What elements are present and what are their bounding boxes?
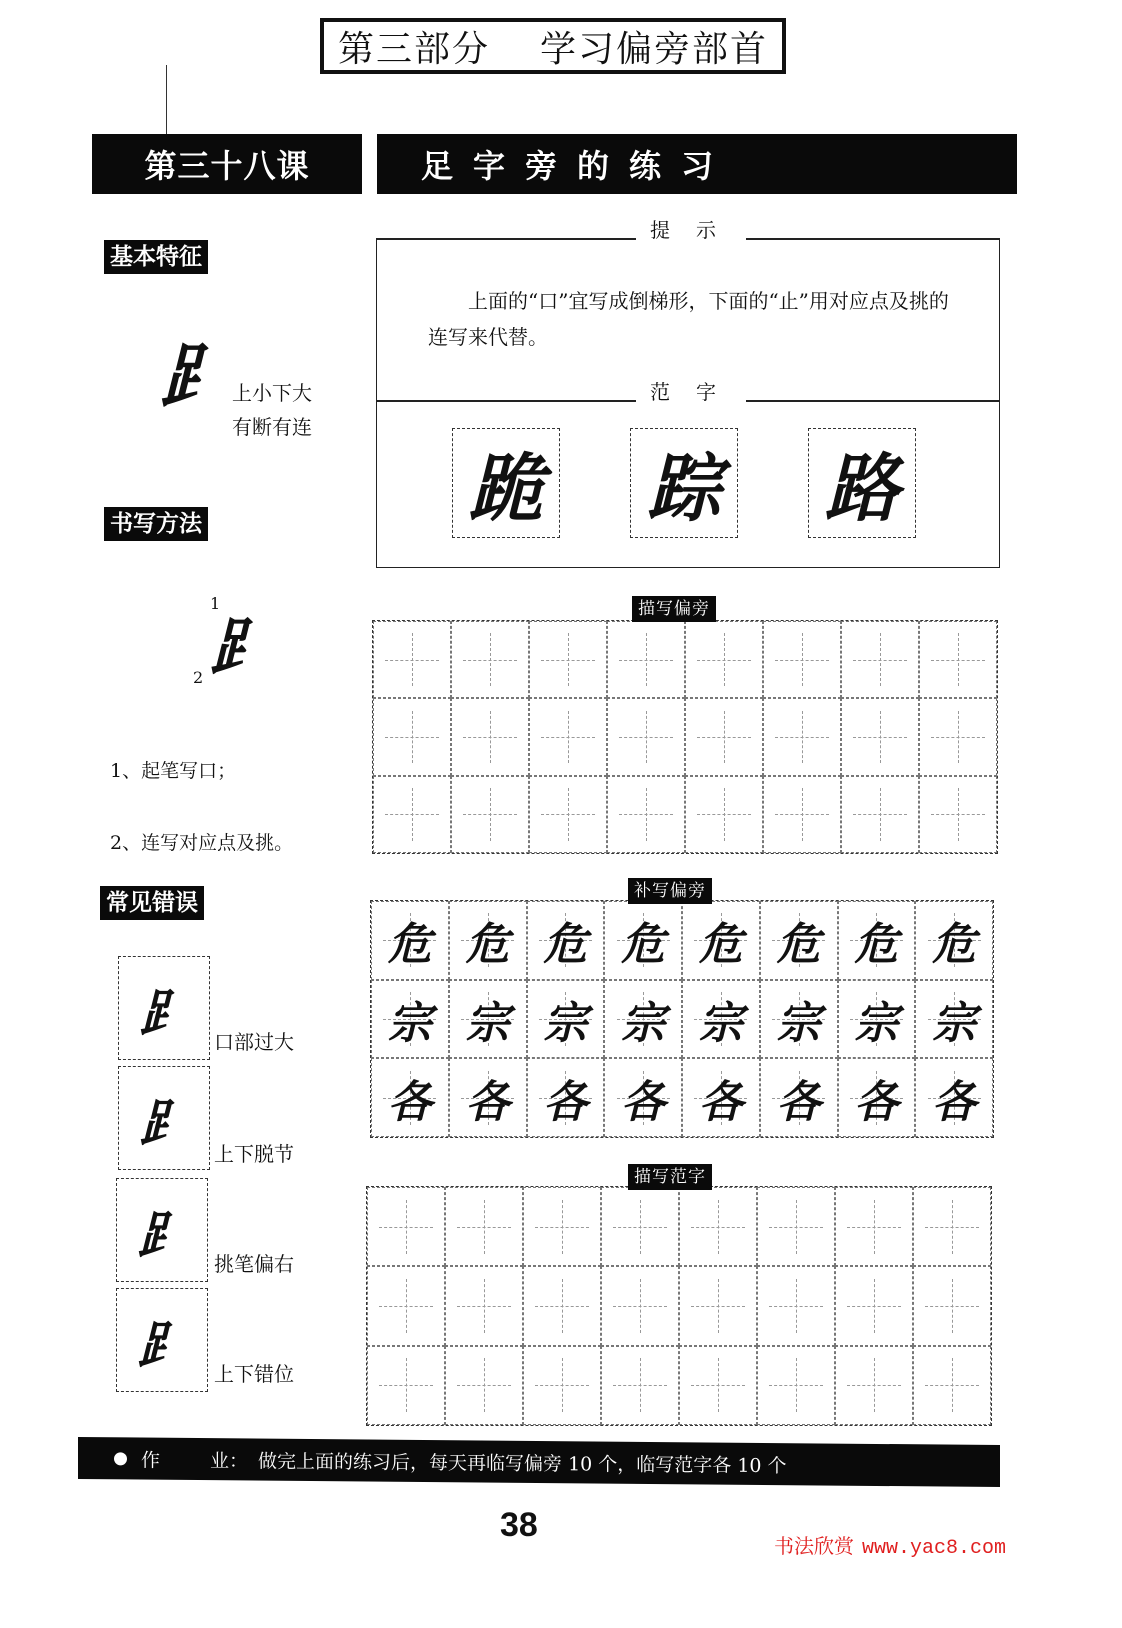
stroke-number-2: 2 bbox=[193, 668, 204, 687]
grid-cell[interactable] bbox=[451, 698, 529, 775]
grid-cell[interactable] bbox=[445, 1346, 523, 1425]
grid-cell[interactable]: 宗 bbox=[915, 980, 993, 1059]
error-label: 上下错位 bbox=[214, 1362, 294, 1386]
grid-cell[interactable]: 各 bbox=[682, 1058, 760, 1137]
part-number: 第三部分 bbox=[337, 28, 490, 70]
model-char: 跪 bbox=[452, 428, 560, 538]
grid-cell[interactable] bbox=[451, 621, 529, 698]
method-step: 1、起笔写口； bbox=[110, 760, 237, 782]
lesson-number: 第三十八课 bbox=[92, 134, 362, 194]
stroke-number-1: 1 bbox=[210, 594, 221, 613]
grid-cell[interactable] bbox=[445, 1187, 523, 1266]
hint-heading: 提示 bbox=[636, 214, 746, 243]
error-example: ⻊ bbox=[118, 1066, 210, 1170]
feature-note: 有断有连 bbox=[232, 415, 312, 439]
error-example: ⻊ bbox=[116, 1178, 208, 1282]
grid-cell[interactable]: 各 bbox=[371, 1058, 449, 1137]
feature-radical: ⻊ bbox=[158, 333, 231, 418]
grid-cell[interactable] bbox=[373, 776, 451, 853]
grid-cell[interactable]: 危 bbox=[371, 901, 449, 980]
grid-cell[interactable] bbox=[919, 776, 997, 853]
tag-errors: 常见错误 bbox=[100, 886, 204, 920]
grid-cell[interactable]: 危 bbox=[838, 901, 916, 980]
grid-cell[interactable] bbox=[685, 621, 763, 698]
method-radical: ⻊ bbox=[208, 610, 272, 685]
grid-cell[interactable] bbox=[529, 621, 607, 698]
grid-cell[interactable] bbox=[607, 698, 685, 775]
grid-cell[interactable] bbox=[679, 1266, 757, 1345]
trace-models-grid[interactable] bbox=[366, 1186, 992, 1426]
grid-cell[interactable] bbox=[835, 1266, 913, 1345]
grid-cell[interactable] bbox=[841, 698, 919, 775]
page-number: 38 bbox=[500, 1506, 538, 1544]
grid-cell[interactable] bbox=[757, 1346, 835, 1425]
grid-cell[interactable] bbox=[679, 1346, 757, 1425]
method-step: 2、连写对应点及挑。 bbox=[110, 832, 294, 854]
part-title bbox=[320, 18, 786, 74]
lesson-title: 足字旁的练习 bbox=[377, 134, 1017, 194]
grid-cell[interactable]: 各 bbox=[838, 1058, 916, 1137]
grid-cell[interactable] bbox=[373, 698, 451, 775]
error-label: 上下脱节 bbox=[214, 1142, 294, 1166]
grid-cell[interactable]: 各 bbox=[760, 1058, 838, 1137]
grid-cell[interactable]: 危 bbox=[527, 901, 605, 980]
grid-cell[interactable] bbox=[451, 776, 529, 853]
grid-cell[interactable] bbox=[373, 621, 451, 698]
grid-cell[interactable]: 宗 bbox=[838, 980, 916, 1059]
grid-cell[interactable] bbox=[685, 698, 763, 775]
grid-cell[interactable] bbox=[913, 1346, 991, 1425]
grid-cell[interactable] bbox=[445, 1266, 523, 1345]
homework-label-2: 业： bbox=[210, 1449, 249, 1472]
homework-label-1: 作 bbox=[141, 1449, 161, 1472]
grid-cell[interactable]: 宗 bbox=[449, 980, 527, 1059]
grid-cell[interactable] bbox=[523, 1346, 601, 1425]
grid-cell[interactable] bbox=[919, 621, 997, 698]
grid-cell[interactable] bbox=[763, 698, 841, 775]
models-heading: 范字 bbox=[636, 376, 746, 405]
grid-cell[interactable]: 宗 bbox=[371, 980, 449, 1059]
hint-text: 上面的“口”宜写成倒梯形，下面的“止”用对应点及挑的连写来代替。 bbox=[428, 289, 949, 349]
grid-cell[interactable]: 危 bbox=[449, 901, 527, 980]
grid-cell[interactable] bbox=[757, 1187, 835, 1266]
trace-radical-grid[interactable] bbox=[372, 620, 998, 854]
grid-cell[interactable]: 危 bbox=[760, 901, 838, 980]
grid-cell[interactable] bbox=[529, 776, 607, 853]
grid-cell[interactable]: 各 bbox=[915, 1058, 993, 1137]
grid-cell[interactable] bbox=[685, 776, 763, 853]
grid-cell[interactable]: 危 bbox=[604, 901, 682, 980]
watermark-text: 书法欣赏 bbox=[774, 1534, 854, 1558]
grid-cell[interactable]: 宗 bbox=[760, 980, 838, 1059]
grid-cell[interactable] bbox=[367, 1266, 445, 1345]
grid-cell[interactable] bbox=[763, 776, 841, 853]
error-label: 挑笔偏右 bbox=[214, 1252, 294, 1276]
grid-cell[interactable]: 宗 bbox=[604, 980, 682, 1059]
grid-cell[interactable] bbox=[835, 1346, 913, 1425]
watermark-url[interactable]: www.yac8.com bbox=[862, 1537, 1007, 1560]
grid-cell[interactable] bbox=[607, 776, 685, 853]
model-char: 路 bbox=[808, 428, 916, 538]
homework-text: 做完上面的练习后，每天再临写偏旁 10 个，临写范字各 10 个 bbox=[258, 1450, 787, 1477]
grid-cell[interactable] bbox=[367, 1187, 445, 1266]
grid-cell[interactable]: 危 bbox=[682, 901, 760, 980]
grid-cell[interactable] bbox=[913, 1187, 991, 1266]
grid-cell[interactable] bbox=[679, 1187, 757, 1266]
grid-cell[interactable] bbox=[841, 776, 919, 853]
grid-cell[interactable] bbox=[913, 1266, 991, 1345]
grid-cell[interactable] bbox=[757, 1266, 835, 1345]
model-char: 踪 bbox=[630, 428, 738, 538]
grid-cell[interactable] bbox=[601, 1266, 679, 1345]
part-subtitle: 学习偏旁部首 bbox=[540, 28, 769, 70]
grid-cell[interactable] bbox=[367, 1346, 445, 1425]
trace-models-label: 描写范字 bbox=[628, 1164, 712, 1190]
grid-cell[interactable] bbox=[523, 1266, 601, 1345]
bullet-icon bbox=[114, 1452, 127, 1465]
error-example: ⻊ bbox=[118, 956, 210, 1060]
complete-radical-label: 补写偏旁 bbox=[628, 878, 712, 904]
grid-cell[interactable] bbox=[601, 1346, 679, 1425]
grid-cell[interactable]: 宗 bbox=[527, 980, 605, 1059]
tag-features: 基本特征 bbox=[104, 240, 208, 274]
grid-cell[interactable] bbox=[601, 1187, 679, 1266]
grid-cell[interactable]: 各 bbox=[604, 1058, 682, 1137]
grid-cell[interactable] bbox=[763, 621, 841, 698]
grid-cell[interactable] bbox=[607, 621, 685, 698]
error-example: ⻊ bbox=[116, 1288, 208, 1392]
grid-cell[interactable]: 宗 bbox=[682, 980, 760, 1059]
watermark bbox=[774, 1530, 1006, 1560]
grid-cell[interactable] bbox=[529, 698, 607, 775]
grid-cell[interactable] bbox=[523, 1187, 601, 1266]
complete-radical-grid[interactable] bbox=[370, 900, 994, 1138]
feature-notes bbox=[232, 376, 312, 444]
homework-bar bbox=[78, 1437, 1000, 1487]
trace-radical-label: 描写偏旁 bbox=[632, 596, 716, 622]
grid-cell[interactable] bbox=[835, 1187, 913, 1266]
error-label: 口部过大 bbox=[214, 1030, 294, 1054]
feature-note: 上小下大 bbox=[232, 381, 312, 405]
tag-method: 书写方法 bbox=[104, 507, 208, 541]
grid-cell[interactable] bbox=[919, 698, 997, 775]
grid-cell[interactable] bbox=[841, 621, 919, 698]
grid-cell[interactable]: 各 bbox=[449, 1058, 527, 1137]
grid-cell[interactable]: 危 bbox=[915, 901, 993, 980]
grid-cell[interactable]: 各 bbox=[527, 1058, 605, 1137]
